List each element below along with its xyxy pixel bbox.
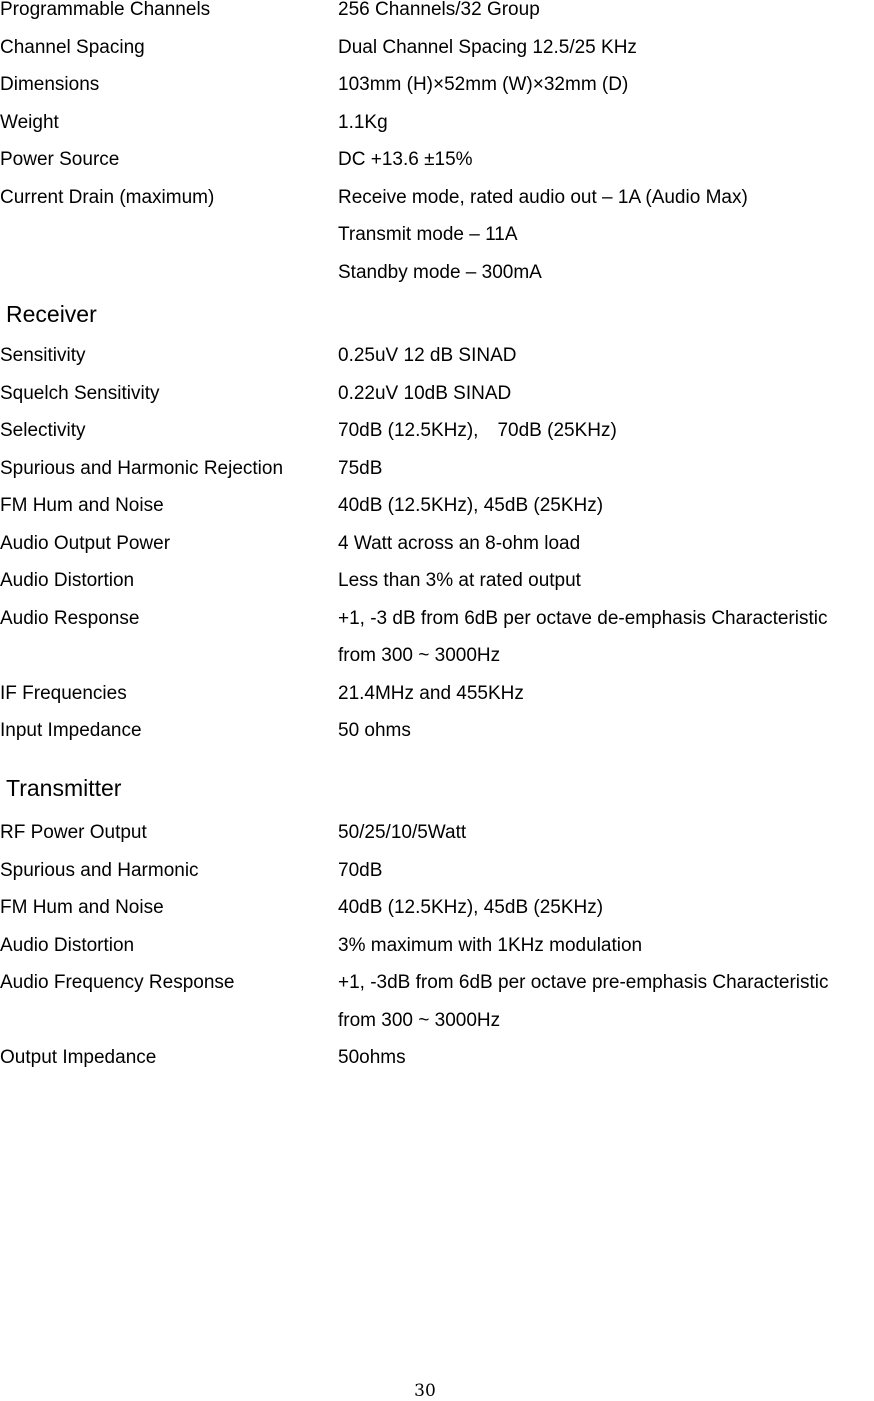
receiver-heading: Receiver	[6, 301, 97, 327]
spec-row	[0, 571, 874, 609]
spec-label	[0, 1011, 338, 1049]
spec-label: Channel Spacing	[0, 36, 145, 58]
spec-row	[0, 421, 874, 459]
spec-label: Audio Output Power	[0, 532, 171, 554]
spec-row	[0, 861, 874, 899]
spec-value: 50 ohms	[338, 720, 411, 741]
spec-label: Sensitivity	[0, 345, 86, 366]
spec-value: 70dB	[338, 859, 383, 881]
spec-label	[0, 646, 338, 684]
spec-label	[0, 225, 338, 263]
spec-row	[0, 188, 874, 226]
spec-value: Receive mode, rated audio out – 1A (Audio Max)	[338, 186, 748, 208]
spec-value: Dual Channel Spacing 12.5/25 KHz	[338, 36, 637, 58]
spec-label: Squelch Sensitivity	[0, 382, 160, 404]
spec-row	[0, 384, 874, 422]
spec-row	[0, 113, 874, 151]
spec-label: Current Drain (maximum)	[0, 186, 215, 208]
receiver-specs-list	[0, 336, 874, 759]
spec-label: Spurious and Harmonic	[0, 859, 199, 881]
spec-row	[0, 496, 874, 534]
spec-row	[0, 263, 874, 301]
spec-row	[0, 225, 874, 263]
receiver-section	[0, 296, 874, 759]
spec-row	[0, 459, 874, 497]
spec-row	[0, 1048, 874, 1086]
spec-label: Power Source	[0, 149, 120, 170]
spec-value: 40dB (12.5KHz), 45dB (25KHz)	[338, 897, 604, 918]
transmitter-specs-list	[0, 810, 874, 1086]
spec-row	[0, 721, 874, 759]
spec-value: 50/25/10/5Watt	[338, 822, 467, 843]
spec-value: 3% maximum with 1KHz modulation	[338, 934, 643, 956]
spec-row	[0, 0, 874, 38]
spec-value: 0.22uV 10dB SINAD	[338, 382, 512, 404]
spec-label: Audio Frequency Response	[0, 972, 235, 993]
spec-label: Input Impedance	[0, 720, 142, 741]
spec-row	[0, 75, 874, 113]
spec-value: 21.4MHz and 455KHz	[338, 682, 524, 704]
spec-value: DC +13.6 ±15%	[338, 149, 473, 170]
spec-value: Standby mode – 300mA	[338, 261, 542, 283]
spec-value: 4 Watt across an 8-ohm load	[338, 532, 581, 554]
spec-label: Weight	[0, 111, 59, 133]
spec-label	[0, 263, 338, 301]
spec-row	[0, 823, 874, 861]
spec-row	[0, 346, 874, 384]
spec-label: FM Hum and Noise	[0, 897, 164, 918]
spec-value: 256 Channels/32 Group	[338, 0, 540, 20]
spec-row	[0, 1011, 874, 1049]
spec-label: Audio Distortion	[0, 934, 135, 956]
spec-value: from 300 ~ 3000Hz	[338, 1009, 501, 1031]
transmitter-heading: Transmitter	[6, 775, 122, 801]
spec-row	[0, 534, 874, 572]
spec-label: Selectivity	[0, 420, 86, 441]
spec-value: 75dB	[338, 457, 383, 479]
general-specs-list	[0, 0, 874, 300]
spec-label: Output Impedance	[0, 1047, 157, 1068]
spec-label: Programmable Channels	[0, 0, 211, 20]
spec-value: 1.1Kg	[338, 111, 388, 133]
spec-value: 50ohms	[338, 1047, 406, 1068]
spec-value: 103mm (H)×52mm (W)×32mm (D)	[338, 74, 629, 95]
spec-label: Spurious and Harmonic Rejection	[0, 457, 284, 479]
spec-value: Transmit mode – 11A	[338, 224, 518, 245]
spec-row	[0, 38, 874, 76]
spec-label: Audio Response	[0, 607, 140, 629]
spec-row	[0, 684, 874, 722]
spec-value: 40dB (12.5KHz), 45dB (25KHz)	[338, 495, 604, 516]
spec-value: 70dB (12.5KHz), 70dB (25KHz)	[338, 420, 617, 441]
spec-label: Audio Distortion	[0, 570, 135, 591]
spec-value: +1, -3dB from 6dB per octave pre-emphasis Characteristic	[338, 972, 829, 993]
spec-row	[0, 646, 874, 684]
transmitter-section	[0, 770, 874, 1086]
page-number: 30	[414, 1381, 436, 1401]
spec-label: FM Hum and Noise	[0, 495, 164, 516]
spec-row	[0, 609, 874, 647]
spec-row	[0, 898, 874, 936]
spec-value: 0.25uV 12 dB SINAD	[338, 345, 517, 366]
general-specs-section	[0, 0, 874, 300]
spec-row	[0, 936, 874, 974]
spec-value: +1, -3 dB from 6dB per octave de-emphasis Characteristic	[338, 607, 828, 629]
spec-row	[0, 973, 874, 1011]
spec-value: Less than 3% at rated output	[338, 570, 581, 591]
spec-row	[0, 150, 874, 188]
spec-label: IF Frequencies	[0, 682, 127, 704]
spec-label: RF Power Output	[0, 822, 147, 843]
spec-label: Dimensions	[0, 74, 100, 95]
spec-value: from 300 ~ 3000Hz	[338, 645, 501, 666]
